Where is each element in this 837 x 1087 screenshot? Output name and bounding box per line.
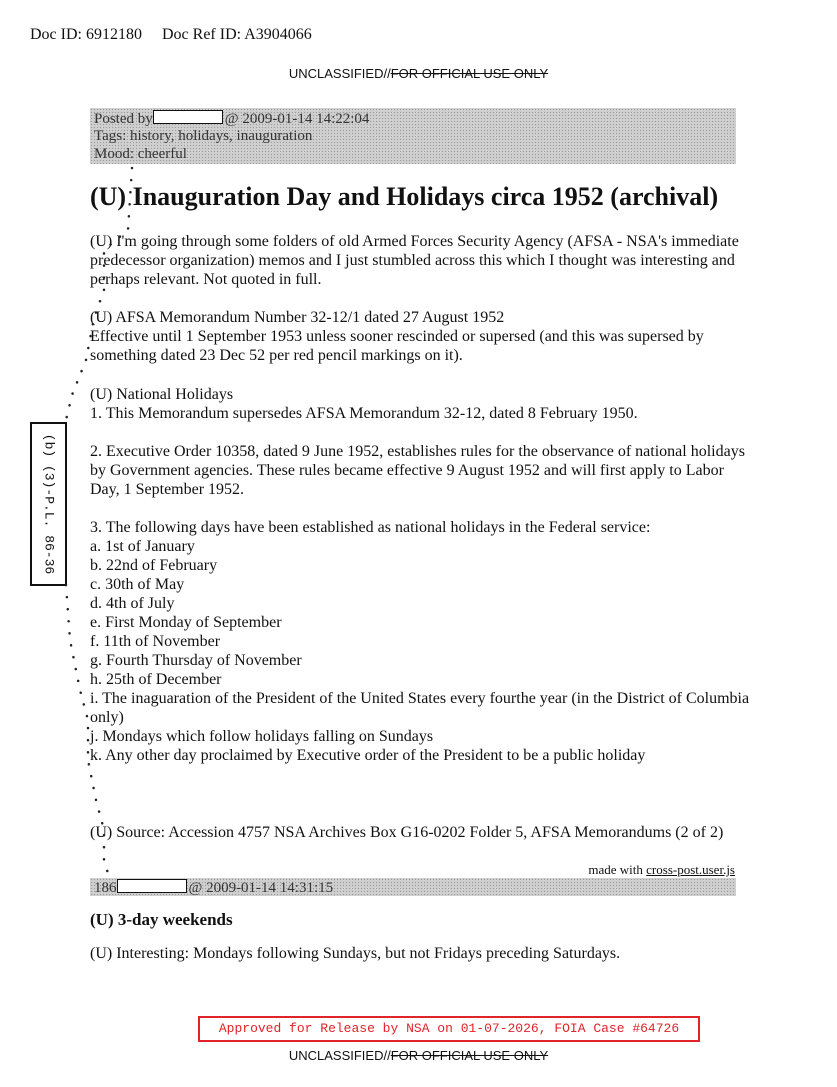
memo-paragraph	[90, 308, 750, 365]
holiday-item: c. 30th of May	[90, 576, 185, 593]
cross-post-link[interactable]: cross-post.user.js	[646, 862, 735, 877]
redaction-box	[153, 110, 223, 124]
comment-time: @ 2009-01-14 14:31:15	[188, 880, 334, 896]
post-mood: Mood: cheerful	[94, 146, 187, 162]
doc-ref-id: Doc Ref ID: A3904066	[161, 26, 312, 43]
redaction-box	[117, 879, 187, 893]
memo-line-effective: Effective until 1 September 1953 unless sooner rescinded or supersed (and this was supersed by something dated 23 Dec 52 per red pencil markings on it).	[90, 328, 704, 364]
classification-banner-bottom	[0, 1048, 837, 1063]
point-2: 2. Executive Order 10358, dated 9 June 1952, establishes rules for the observance of national holidays by Government agencies. These rules became effective 9 August 1952 and will first apply to Labor Day, 1 September 1952.	[90, 443, 745, 498]
made-with-label: made with	[588, 862, 647, 877]
comment-heading: (U) 3-day weekends	[90, 910, 233, 929]
foia-exemption-box	[30, 422, 67, 586]
exemption-label: (b) (3)-P.L. 86-36	[41, 433, 56, 575]
holiday-item: e. First Monday of September	[90, 614, 282, 631]
holiday-list-section	[90, 518, 750, 765]
comment-by-line	[94, 879, 333, 897]
holiday-item: g. Fourth Thursday of November	[90, 652, 302, 669]
post-header-bar	[90, 108, 736, 164]
intro-paragraph: (U) I'm going through some folders of old Armed Forces Security Agency (AFSA - NSA's immediate predecessor organization) memos and I just stumbled across this which I thought was interesting and perhaps relevant. Not quoted in full.	[90, 233, 739, 288]
point-3: 3. The following days have been established as national holidays in the Federal service:	[90, 519, 651, 536]
holiday-item: j. Mondays which follow holidays falling on Sundays	[90, 728, 434, 745]
classification-marking: UNCLASSIFIED//	[288, 1048, 391, 1063]
holidays-section-heading	[90, 385, 750, 423]
holiday-item: d. 4th of July	[90, 595, 175, 612]
holiday-item: h. 25th of December	[90, 671, 222, 688]
holiday-item: f. 11th of November	[90, 633, 221, 650]
posted-time: @ 2009-01-14 14:22:04	[224, 111, 370, 127]
holiday-item: b. 22nd of February	[90, 557, 218, 574]
approval-stamp: Approved for Release by NSA on 01-07-2026, FOIA Case #64726	[198, 1016, 700, 1042]
classification-struck: FOR OFFICIAL USE ONLY	[390, 66, 549, 81]
made-with-note	[588, 862, 735, 878]
holiday-item: k. Any other day proclaimed by Executive order of the President to be a public holiday	[90, 747, 646, 764]
posted-by-label: Posted by	[94, 111, 153, 127]
post-title: (U) Inauguration Day and Holidays circa 1952 (archival)	[90, 182, 719, 211]
source-citation: (U) Source: Accession 4757 NSA Archives Box G16-0202 Folder 5, AFSA Memorandums (2 of 2)	[90, 824, 724, 841]
document-id-header	[30, 26, 312, 44]
holidays-heading: (U) National Holidays	[90, 386, 234, 403]
comment-header-bar	[90, 878, 736, 896]
posted-by-line	[94, 110, 369, 128]
comment-body: (U) Interesting: Mondays following Sundays, but not Fridays preceding Saturdays.	[90, 945, 621, 962]
classification-struck: FOR OFFICIAL USE ONLY	[390, 1048, 549, 1063]
doc-id: Doc ID: 6912180	[30, 26, 142, 43]
holiday-item: a. 1st of January	[90, 538, 195, 555]
classification-banner-top	[0, 66, 837, 81]
classification-marking: UNCLASSIFIED//	[288, 66, 391, 81]
comment-prefix: 186	[94, 880, 117, 896]
post-tags: Tags: history, holidays, inauguration	[94, 128, 313, 144]
memo-line-number: (U) AFSA Memorandum Number 32-12/1 dated 27 August 1952	[90, 309, 505, 326]
holiday-item: i. The inaguaration of the President of the United States every fourthe year (in the District of Columbia only)	[90, 690, 750, 726]
point-1: 1. This Memorandum supersedes AFSA Memorandum 32-12, dated 8 February 1950.	[90, 405, 638, 422]
